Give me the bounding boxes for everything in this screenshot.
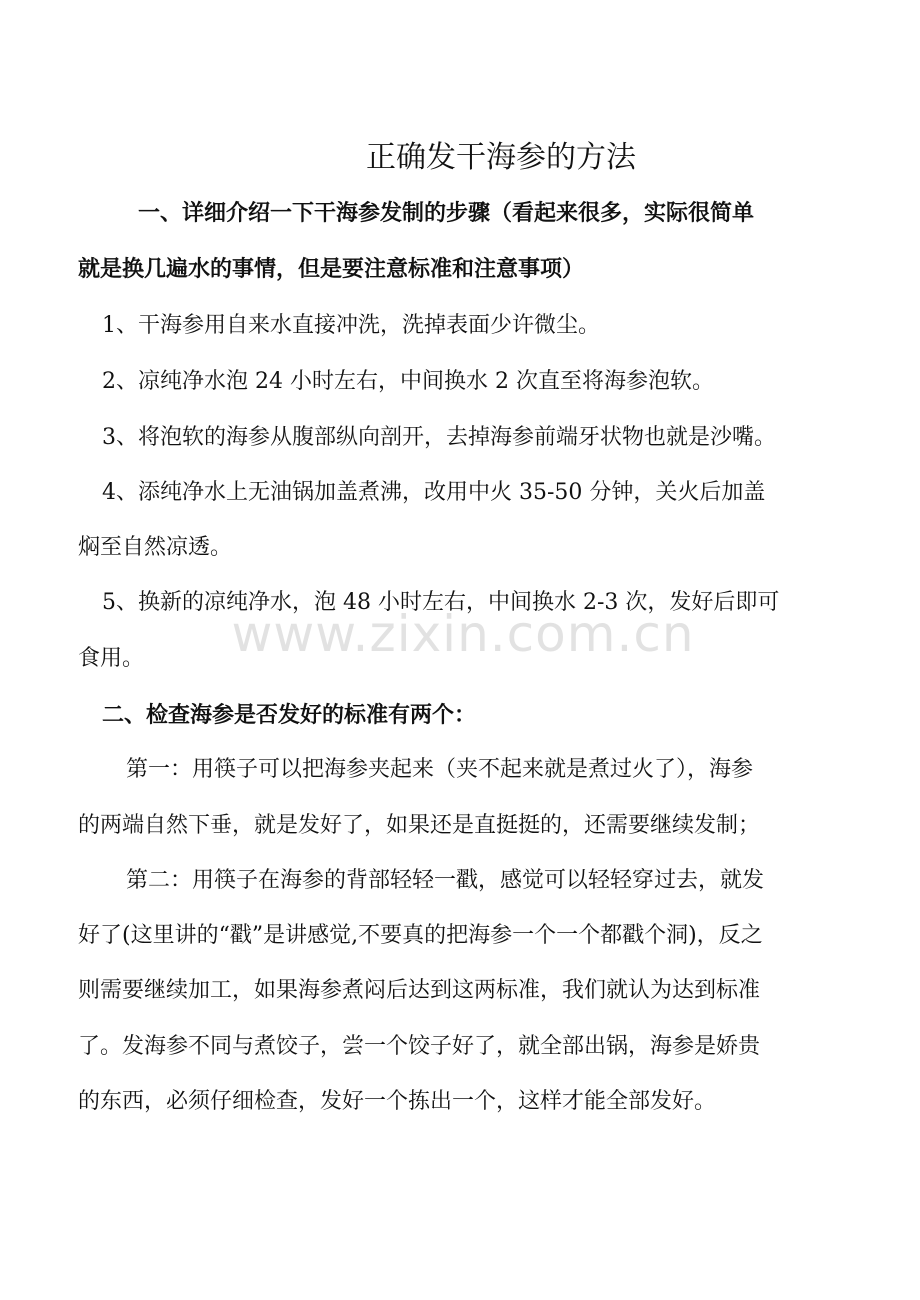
step-5-line1: 5、换新的凉纯净水，泡 48 小时左右，中间换水 2-3 次，发好后即可 [102,590,780,615]
step-4-line1: 4、添纯净水上无油锅加盖煮沸，改用中火 35-50 分钟，关火后加盖 [102,480,766,505]
criterion-1-line2: 的两端自然下垂，就是发好了，如果还是直挺挺的，还需要继续发制； [78,813,761,838]
watermark-text: www.zixin.com.cn [231,605,695,663]
criterion-2-line5: 的东西，必须仔细检查，发好一个拣出一个，这样才能全部发好。 [78,1089,717,1114]
criterion-2-line4: 了。发海参不同与煮饺子，尝一个饺子好了，就全部出锅，海参是娇贵 [78,1034,761,1059]
criterion-2-line1: 第二：用筷子在海参的背部轻轻一戳，感觉可以轻轻穿过去，就发 [126,868,765,893]
step-1: 1、干海参用自来水直接冲洗，洗掉表面少许微尘。 [102,313,600,338]
section2-heading: 二、检查海参是否发好的标准有两个： [102,702,477,728]
criterion-2-line2: 好了(这里讲的“戳”是讲感觉,不要真的把海参一个一个都戳个洞)，反之 [78,923,763,948]
section1-heading-line2: 就是换几遍水的事情，但是要注意标准和注意事项） [78,256,585,282]
criterion-2-line3: 则需要继续加工，如果海参煮闷后达到这两标准，我们就认为达到标准 [78,978,761,1003]
criterion-1-line1: 第一：用筷子可以把海参夹起来（夹不起来就是煮过火了），海参 [126,757,754,782]
step-4-line2: 焖至自然凉透。 [78,535,233,560]
document-title: 正确发干海参的方法 [366,140,636,175]
step-2: 2、凉纯净水泡 24 小时左右，中间换水 2 次直至将海参泡软。 [102,369,714,394]
step-5-line2: 食用。 [78,646,145,671]
step-3: 3、将泡软的海参从腹部纵向剖开，去掉海参前端牙状物也就是沙嘴。 [102,425,776,450]
section1-heading-line1: 一、详细介绍一下干海参发制的步骤（看起来很多，实际很简单 [138,200,755,226]
